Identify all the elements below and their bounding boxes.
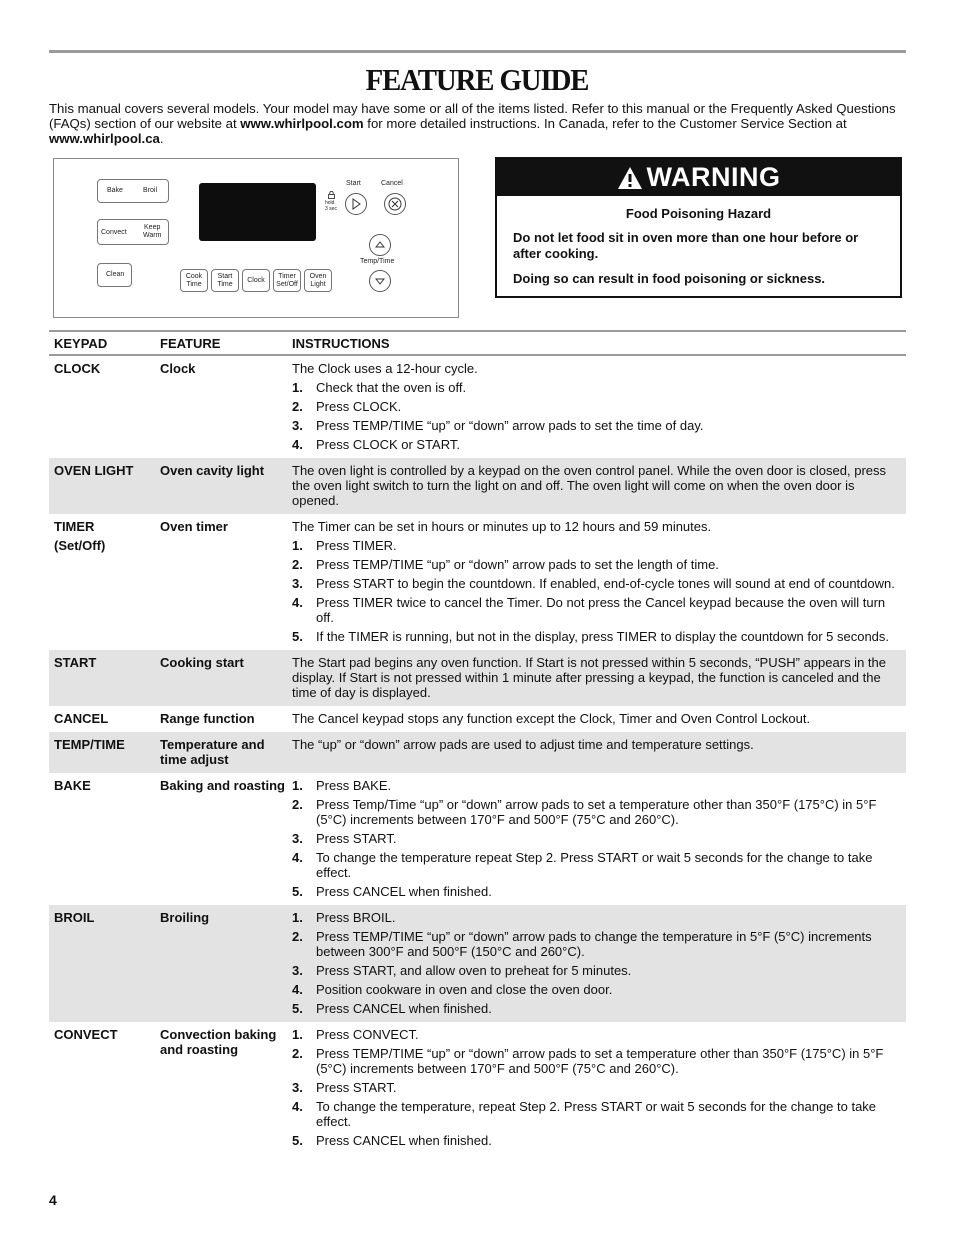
step-text: Press TEMP/TIME “up” or “down” arrow pads to change the temperature in 5°F (5°C) increments between 300°F and 500°F (150°C and 260°C). <box>316 929 872 959</box>
temp-up-pad <box>369 234 391 256</box>
instructions-cell <box>287 1027 906 1148</box>
warning-header <box>497 159 900 196</box>
step-text: To change the temperature, repeat Step 2. Press START or wait 5 seconds for the change to take effect. <box>316 1099 877 1129</box>
step-number: 2. <box>292 1046 303 1061</box>
instruction-text: The Start pad begins any oven function. If Start is not pressed within 5 seconds, “PUSH” appears in the display. If Start is not pressed within 1 minute after pressing a keypad, the function is canceled and the time of day is displayed. <box>292 655 886 700</box>
temp-down-pad <box>369 270 391 292</box>
step-number: 1. <box>292 538 303 553</box>
cancel-pad <box>384 193 406 215</box>
keypad-cell <box>49 519 155 644</box>
lock-icon <box>328 191 335 199</box>
oven-light-pad <box>304 269 332 292</box>
step-text: Press TEMP/TIME “up” or “down” arrow pads to set the time of day. <box>316 418 704 433</box>
clock-label: Clock <box>247 277 265 284</box>
table-row <box>49 706 906 732</box>
step-number: 2. <box>292 557 303 572</box>
warning-box <box>495 157 902 298</box>
instruction-step <box>292 1001 898 1016</box>
keypad-cell <box>49 910 155 1016</box>
bake-label: Bake <box>107 187 123 194</box>
keypad-cell <box>49 361 155 452</box>
step-text: Press CLOCK or START. <box>316 437 460 452</box>
feature-cell: Baking and roasting <box>160 778 285 793</box>
start-pad <box>345 193 367 215</box>
feature-cell: Broiling <box>160 910 210 925</box>
header-instructions: INSTRUCTIONS <box>292 335 390 351</box>
keypad-cell <box>49 463 155 508</box>
oven-light-line1: Oven <box>309 273 327 280</box>
step-text: Press Temp/Time “up” or “down” arrow pads to set a temperature other than 350°F (175°C) in 5°F (5°C) increments between 170°F and 500°F (75°C and 260°C). <box>316 797 877 827</box>
instruction-step <box>292 850 898 880</box>
step-text: Press TIMER. <box>316 538 397 553</box>
keypad-name: TEMP/TIME <box>54 737 125 752</box>
instruction-text: The Cancel keypad stops any function except the Clock, Timer and Oven Control Lockout. <box>292 711 811 726</box>
cook-time-line2: Time <box>186 281 202 288</box>
step-number: 4. <box>292 982 303 997</box>
step-text: Press START to begin the countdown. If enabled, end-of-cycle tones will sound at end of countdown. <box>316 576 895 591</box>
instruction-step <box>292 1080 898 1095</box>
keypad-name: TIMER <box>54 519 95 534</box>
step-text: Press BAKE. <box>316 778 392 793</box>
hold-label-2: 3 sec <box>325 206 337 212</box>
step-number: 4. <box>292 1099 303 1114</box>
table-row <box>49 458 906 514</box>
keypad-name: CANCEL <box>54 711 109 726</box>
table-row <box>49 514 906 650</box>
table-row <box>49 1022 906 1154</box>
instructions-cell <box>287 519 906 644</box>
instructions-cell <box>287 737 906 767</box>
table-row <box>49 732 906 773</box>
step-text: Press TIMER twice to cancel the Timer. Do not press the Cancel keypad because the oven will turn off. <box>316 595 886 625</box>
keep-warm-line1: Keep <box>144 224 161 231</box>
instruction-text: The “up” or “down” arrow pads are used to adjust time and temperature settings. <box>292 737 754 752</box>
arrow-up-icon <box>369 234 391 256</box>
convect-label: Convect <box>101 229 127 236</box>
step-number: 3. <box>292 418 303 433</box>
step-text: Press TEMP/TIME “up” or “down” arrow pads to set the length of time. <box>316 557 719 572</box>
instruction-text: The Clock uses a 12-hour cycle. <box>292 361 478 376</box>
step-number: 1. <box>292 380 303 395</box>
keep-warm-label <box>143 224 161 240</box>
arrow-down-icon <box>369 270 391 292</box>
table-header <box>49 332 906 356</box>
keypad-cell <box>49 737 155 767</box>
start-time-line2: Time <box>217 281 233 288</box>
clean-pad <box>97 263 132 287</box>
feature-cell: Range function <box>160 711 255 726</box>
website-link-canada[interactable]: www.whirlpool.ca <box>49 131 160 146</box>
control-panel-illustration <box>53 158 459 318</box>
convect-keepwarm-pad <box>97 219 169 245</box>
keypad-cell <box>49 655 155 700</box>
step-number: 4. <box>292 850 303 865</box>
step-text: Press CANCEL when finished. <box>316 1133 492 1148</box>
warning-subheading: Food Poisoning Hazard <box>625 206 772 221</box>
feature-cell: Convection baking and roasting <box>160 1027 277 1057</box>
instructions-cell <box>287 655 906 700</box>
feature-cell: Oven timer <box>160 519 228 534</box>
step-text: Press BROIL. <box>316 910 396 925</box>
step-text: Press CLOCK. <box>316 399 402 414</box>
start-time-pad <box>211 269 239 292</box>
clean-label: Clean <box>106 271 125 278</box>
instruction-step <box>292 538 898 553</box>
broil-label: Broil <box>143 187 158 194</box>
instruction-step <box>292 380 898 395</box>
step-text: Position cookware in oven and close the oven door. <box>316 982 613 997</box>
step-text: Press TEMP/TIME “up” or “down” arrow pads to set a temperature other than 350°F (175°C) in 5°F (5°C) increments between 170°F and 500°F (75°C and 260°C). <box>316 1046 884 1076</box>
start-label: Start <box>346 180 361 187</box>
keypad-cell <box>49 1027 155 1148</box>
table-row <box>49 356 906 458</box>
step-number: 3. <box>292 831 303 846</box>
step-text: If the TIMER is running, but not in the display, press TIMER to display the countdown for 5 seconds. <box>316 629 890 644</box>
oven-display <box>199 183 316 241</box>
top-rule <box>49 50 906 53</box>
instruction-step <box>292 1133 898 1148</box>
step-number: 5. <box>292 629 303 644</box>
play-icon <box>345 193 367 215</box>
instruction-step <box>292 1027 898 1042</box>
feature-table <box>49 332 906 1154</box>
intro-text-1: This manual covers several models. Your model may have some or all of the items listed. Refer to this manual or the Frequently Asked Questions (FAQs) section of our website at <box>49 101 896 131</box>
instructions-cell <box>287 910 906 1016</box>
header-keypad: KEYPAD <box>54 335 108 351</box>
instruction-step <box>292 797 898 827</box>
feature-cell: Temperature and time adjust <box>160 737 265 767</box>
website-link[interactable]: www.whirlpool.com <box>240 116 364 131</box>
instruction-step <box>292 557 898 572</box>
step-number: 4. <box>292 595 303 610</box>
timer-line1: Timer <box>278 273 296 280</box>
table-row <box>49 650 906 706</box>
keypad-name: START <box>54 655 97 670</box>
step-number: 3. <box>292 576 303 591</box>
page-number: 4 <box>49 1192 57 1208</box>
instruction-step <box>292 437 898 452</box>
step-number: 2. <box>292 399 303 414</box>
timer-line2: Set/Off <box>276 281 298 288</box>
instruction-text: The Timer can be set in hours or minutes up to 12 hours and 59 minutes. <box>292 519 712 534</box>
cancel-label: Cancel <box>381 180 403 187</box>
step-number: 4. <box>292 437 303 452</box>
warning-line-2: Doing so can result in food poisoning or sickness. <box>513 271 826 286</box>
step-number: 2. <box>292 929 303 944</box>
step-text: Press START, and allow oven to preheat for 5 minutes. <box>316 963 632 978</box>
instruction-step <box>292 929 898 959</box>
step-text: Check that the oven is off. <box>316 380 467 395</box>
instruction-text: The oven light is controlled by a keypad on the oven control panel. While the oven door is closed, press the oven light switch to turn the light on and off. The oven light will come on when the oven door is opened. <box>292 463 887 508</box>
step-number: 5. <box>292 884 303 899</box>
instruction-step <box>292 982 898 997</box>
step-text: Press START. <box>316 831 397 846</box>
header-feature: FEATURE <box>160 335 221 351</box>
warning-triangle-icon <box>617 166 643 190</box>
hold-label-1: hold <box>325 200 335 206</box>
keypad-name: BAKE <box>54 778 91 793</box>
timer-pad <box>273 269 301 292</box>
instruction-step <box>292 831 898 846</box>
feature-cell: Clock <box>160 361 196 376</box>
instruction-step <box>292 418 898 433</box>
cook-time-line1: Cook <box>185 273 203 280</box>
keypad-subname: (Set/Off) <box>54 538 106 553</box>
keypad-name: OVEN LIGHT <box>54 463 134 478</box>
instruction-step <box>292 629 898 644</box>
step-text: Press CONVECT. <box>316 1027 419 1042</box>
step-text: Press CANCEL when finished. <box>316 884 492 899</box>
step-text: Press START. <box>316 1080 397 1095</box>
instruction-step <box>292 1046 898 1076</box>
intro-text-3: . <box>159 131 164 146</box>
keep-warm-line2: Warm <box>143 232 162 239</box>
step-number: 5. <box>292 1133 303 1148</box>
table-row <box>49 905 906 1022</box>
table-row <box>49 773 906 905</box>
step-number: 2. <box>292 797 303 812</box>
keypad-name: BROIL <box>54 910 95 925</box>
instructions-cell <box>287 778 906 899</box>
step-number: 3. <box>292 963 303 978</box>
keypad-cell <box>49 778 155 899</box>
page-title: FEATURE GUIDE <box>365 62 589 97</box>
step-number: 3. <box>292 1080 303 1095</box>
instructions-cell <box>287 361 906 452</box>
keypad-name: CONVECT <box>54 1027 118 1042</box>
instruction-step <box>292 778 898 793</box>
step-number: 1. <box>292 778 303 793</box>
warning-heading: WARNING <box>646 162 781 192</box>
clock-pad <box>242 269 270 292</box>
instructions-cell <box>287 463 906 508</box>
feature-cell: Cooking start <box>160 655 244 670</box>
instruction-step <box>292 963 898 978</box>
oven-light-line2: Light <box>310 281 326 288</box>
instruction-step <box>292 399 898 414</box>
instruction-step <box>292 576 898 591</box>
step-number: 1. <box>292 1027 303 1042</box>
warning-line-1: Do not let food sit in oven more than one hour before or after cooking. <box>513 230 859 261</box>
step-text: To change the temperature repeat Step 2. Press START or wait 5 seconds for the change to take effect. <box>316 850 873 880</box>
bake-broil-pad <box>97 179 169 203</box>
instruction-step <box>292 1099 898 1129</box>
instruction-step <box>292 884 898 899</box>
start-time-line1: Start <box>217 273 233 280</box>
step-number: 5. <box>292 1001 303 1016</box>
instruction-step <box>292 910 898 925</box>
instruction-step <box>292 595 898 625</box>
step-text: Press CANCEL when finished. <box>316 1001 492 1016</box>
keypad-name: CLOCK <box>54 361 101 376</box>
instructions-cell <box>287 711 906 726</box>
cancel-x-icon <box>384 193 406 215</box>
step-number: 1. <box>292 910 303 925</box>
intro-paragraph <box>49 101 906 146</box>
intro-text-2: for more detailed instructions. In Canada, refer to the Customer Service Section at <box>363 116 847 131</box>
keypad-cell <box>49 711 155 726</box>
cook-time-pad <box>180 269 208 292</box>
temp-time-label: Temp/Time <box>360 258 395 265</box>
feature-cell: Oven cavity light <box>160 463 265 478</box>
